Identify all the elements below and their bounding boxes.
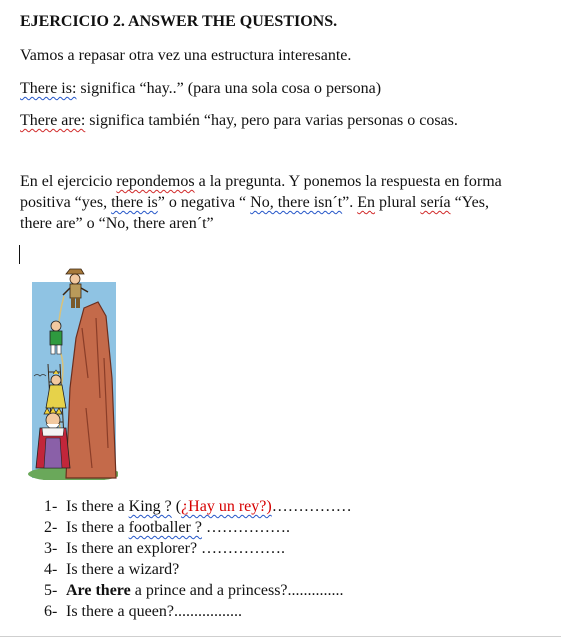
instruction-text: a la pregunta. Y ponemos la respuesta en forma (194, 173, 502, 190)
there-are-text: significa también “hay, pero para varias personas o cosas. (85, 112, 458, 129)
question-number: 5- (44, 582, 58, 599)
question-number: 4- (44, 561, 58, 578)
instruction-text: ”. (342, 194, 358, 211)
instruction-text: positiva “yes, (20, 194, 112, 211)
intro-text: Vamos a repasar otra vez una estructura interesante. (20, 47, 352, 64)
there-are-label: There are: (20, 112, 86, 129)
there-is-label: There is: (20, 80, 77, 97)
question-text: a prince and a princess?.............. (130, 582, 344, 599)
question-text: Is there a (66, 498, 129, 515)
question-text: King ? (128, 498, 172, 515)
question-text: Is there a queen?................. (66, 603, 242, 620)
answer-blank[interactable]: ……………. (201, 519, 290, 536)
question-item (44, 539, 285, 559)
question-text-bold: Are there (66, 582, 131, 599)
spelling-flag: En (357, 194, 376, 211)
answer-blank[interactable]: …………… (271, 498, 352, 515)
instruction-text: En el ejercicio (20, 173, 117, 190)
sample-answer: ¿Hay un rey?) (181, 498, 272, 515)
question-number: 6- (44, 603, 58, 620)
there-is-definition (20, 79, 381, 99)
question-text: footballer ? (128, 519, 202, 536)
text-cursor[interactable] (19, 245, 20, 264)
instruction-line-3: there are” o “No, there aren´t” (20, 215, 214, 232)
question-number: 3- (44, 540, 58, 557)
grammar-flag: No, there isn´t (250, 194, 343, 211)
question-text: Is there a (66, 519, 129, 536)
question-text: Is there a wizard? (66, 561, 180, 578)
question-item (44, 497, 352, 517)
question-text: ( (171, 498, 182, 515)
question-number: 1- (44, 498, 58, 515)
grammar-flag: there is (111, 194, 158, 211)
instruction-text: plural (375, 194, 421, 211)
question-number: 2- (44, 519, 58, 536)
question-item (44, 518, 290, 538)
question-text: Is there an explorer? (66, 540, 202, 557)
cartoon-climbers-illustration (26, 268, 118, 480)
question-item (44, 581, 344, 601)
misspelled-word: repondemos (116, 173, 195, 190)
there-are-definition (20, 111, 458, 131)
there-is-text: significa “hay..” (para una sola cosa o persona) (76, 80, 382, 97)
instruction-text: “Yes, (450, 194, 489, 211)
question-item (44, 602, 242, 622)
instruction-text: ” o negativa “ (157, 194, 251, 211)
instruction-line-2 (20, 193, 489, 213)
instruction-line-1 (20, 172, 502, 192)
question-item (44, 560, 179, 580)
answer-blank[interactable]: ……………. (201, 540, 286, 557)
spelling-flag: sería (420, 194, 451, 211)
page-divider (0, 636, 561, 637)
exercise-title: EJERCICIO 2. ANSWER THE QUESTIONS. (20, 13, 338, 30)
